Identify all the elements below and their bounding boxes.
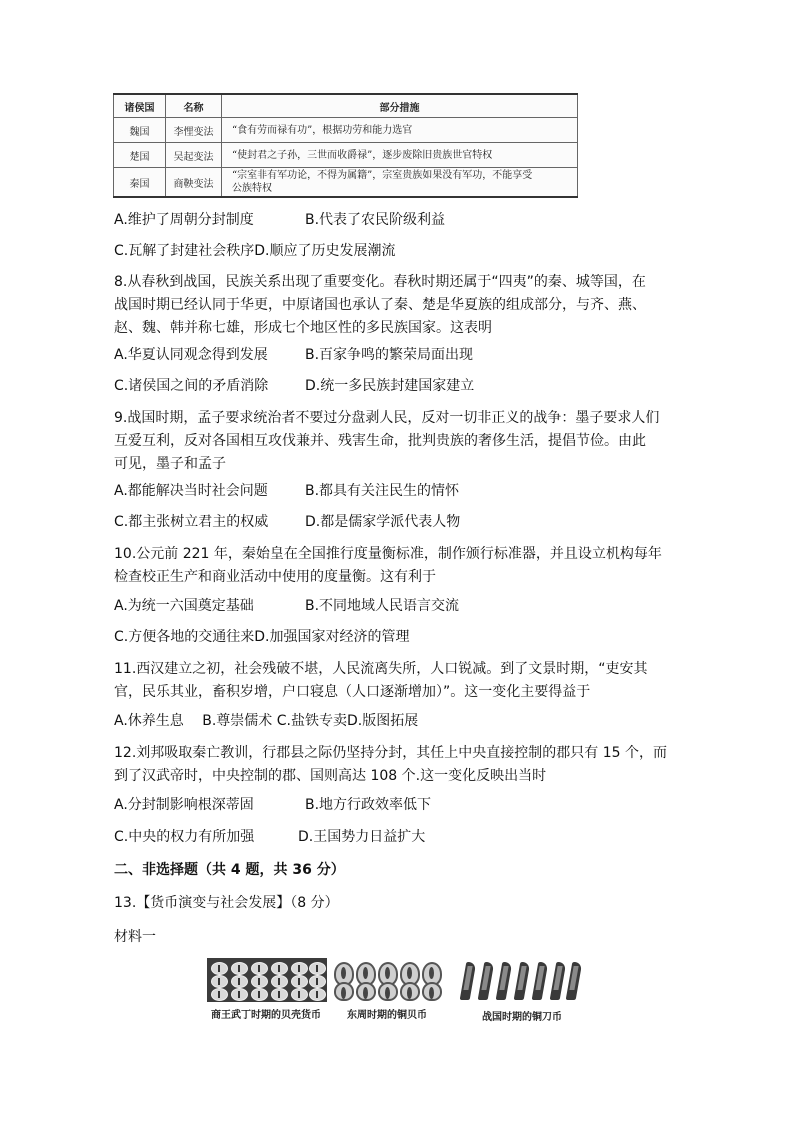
q12-line: 到了汉武帝时，中央控制的郡、国则高达 108 个.这一变化反映出当时: [114, 768, 547, 784]
q11-options: A.休养生息 B.尊崇儒术 C.盐铁专卖D.版图拓展: [114, 713, 419, 729]
q7-option-c: C.瓦解了封建社会秩序D.顺应了历史发展潮流: [114, 243, 396, 259]
q9-line: 互爱互利，反对各国相互攻伐兼并、残害生命，批判贵族的奢侈生活，提倡节俭。由此: [114, 433, 646, 449]
q12-stem: [114, 742, 674, 788]
table-cell-state: 魏国: [114, 118, 166, 143]
q12-option-b: B.地方行政效率低下: [305, 797, 432, 813]
measure-line: 公族特权: [232, 183, 272, 194]
q13-title: 13.【货币演变与社会发展】（8 分）: [114, 895, 339, 911]
q9-option-d: D.都是儒家学派代表人物: [305, 514, 461, 530]
measure-line: “宗室非有军功论，不得为属籍”，宗室贵族如果没有军功，不能享受: [232, 170, 533, 181]
q9-option-b: B.都具有关注民生的情怀: [305, 483, 460, 499]
q10-option-a: A.为统一六国奠定基础: [114, 598, 254, 614]
table-cell-measure: [222, 168, 578, 198]
q8-option-a: A.华夏认同观念得到发展: [114, 347, 268, 363]
q12-option-c: C.中央的权力有所加强: [114, 829, 255, 845]
q8-line: 战国时期已经认同于华更，中原诸国也承认了秦、楚是华夏族的组成部分，与齐、燕、: [114, 297, 646, 313]
q9-line: 可见，墨子和孟子: [114, 456, 226, 472]
q8-option-c: C.诸侯国之间的矛盾消除: [114, 378, 269, 394]
q11-stem: [114, 658, 674, 704]
table-cell-state: 楚国: [114, 143, 166, 168]
table-row: [114, 143, 578, 168]
figure-caption: 商王武丁时期的贝壳货币: [211, 1010, 321, 1021]
q10-line: 检查校正生产和商业活动中使用的度量衡。这有利于: [114, 569, 436, 585]
q9-option-c: C.都主张树立君主的权威: [114, 514, 269, 530]
table-header: 名称: [166, 94, 222, 118]
table-row: [114, 168, 578, 198]
q8-option-b: B.百家争鸣的繁荣局面出现: [305, 347, 474, 363]
q8-option-d: D.统一多民族封建国家建立: [305, 378, 475, 394]
q11-line: 11.西汉建立之初，社会残破不堪，人民流离失所，人口锐减。到了文景时期，“吏安其: [114, 661, 648, 677]
shell-currency-image: [207, 958, 327, 1002]
q9-line: 9.战国时期，孟子要求统治者不要过分盘剥人民，反对一切非正义的战争：墨子要求人们: [114, 410, 660, 426]
table-header: 诸侯国: [114, 94, 166, 118]
material-label: 材料一: [114, 929, 156, 945]
table-header: 部分措施: [222, 94, 578, 118]
table-cell-measure: “使封君之子孙，三世而收爵禄”，逐步废除旧贵族世官特权: [222, 143, 578, 168]
table-header-row: [114, 94, 578, 118]
table-cell-name: 吴起变法: [166, 143, 222, 168]
q12-option-d: D.王国势力日益扩大: [298, 829, 426, 845]
q11-line: 官，民乐其业，畜积岁增，户口寝息（人口逐渐增加）”。这一变化主要得益于: [114, 684, 591, 700]
q7-option-b: B.代表了农民阶级利益: [305, 212, 446, 228]
q10-option-c: C.方便各地的交通往来D.加强国家对经济的管理: [114, 629, 410, 645]
q10-option-b: B.不同地域人民语言交流: [305, 598, 460, 614]
q8-line: 8.从春秋到战国，民族关系出现了重要变化。春秋时期还属于“四夷”的秦、城等国，在: [114, 274, 646, 290]
figure-caption: 东周时期的铜贝币: [347, 1010, 427, 1021]
bronze-shell-coin-image: [332, 962, 448, 1002]
figure-caption: 战国时期的铜刀币: [482, 1012, 562, 1023]
q8-stem: [114, 271, 674, 340]
q12-option-a: A.分封制影响根深蒂固: [114, 797, 254, 813]
q9-stem: [114, 407, 674, 476]
table-cell-measure: “食有劳而禄有功”，根据功劳和能力选官: [222, 118, 578, 143]
q8-line: 赵、魏、韩并称七雄，形成七个地区性的多民族国家。这表明: [114, 320, 492, 336]
section-title: 二、非选择题（共 4 题，共 36 分）: [114, 862, 345, 878]
q7-option-a: A.维护了周朝分封制度: [114, 212, 254, 228]
knife-coin-image: [457, 960, 585, 1002]
q9-option-a: A.都能解决当时社会问题: [114, 483, 268, 499]
table-cell-name: 商鞅变法: [166, 168, 222, 198]
reform-table: [113, 93, 578, 198]
table-row: [114, 118, 578, 143]
table-cell-state: 秦国: [114, 168, 166, 198]
table-cell-name: 李悝变法: [166, 118, 222, 143]
q10-stem: [114, 543, 674, 589]
q12-line: 12.刘邦吸取秦亡教训，行郡县之际仍坚持分封，其任上中央直接控制的郡只有 15 个，而: [114, 745, 667, 761]
q10-line: 10.公元前 221 年，秦始皇在全国推行度量衡标准，制作颁行标准器，并且设立机构每年: [114, 546, 662, 562]
